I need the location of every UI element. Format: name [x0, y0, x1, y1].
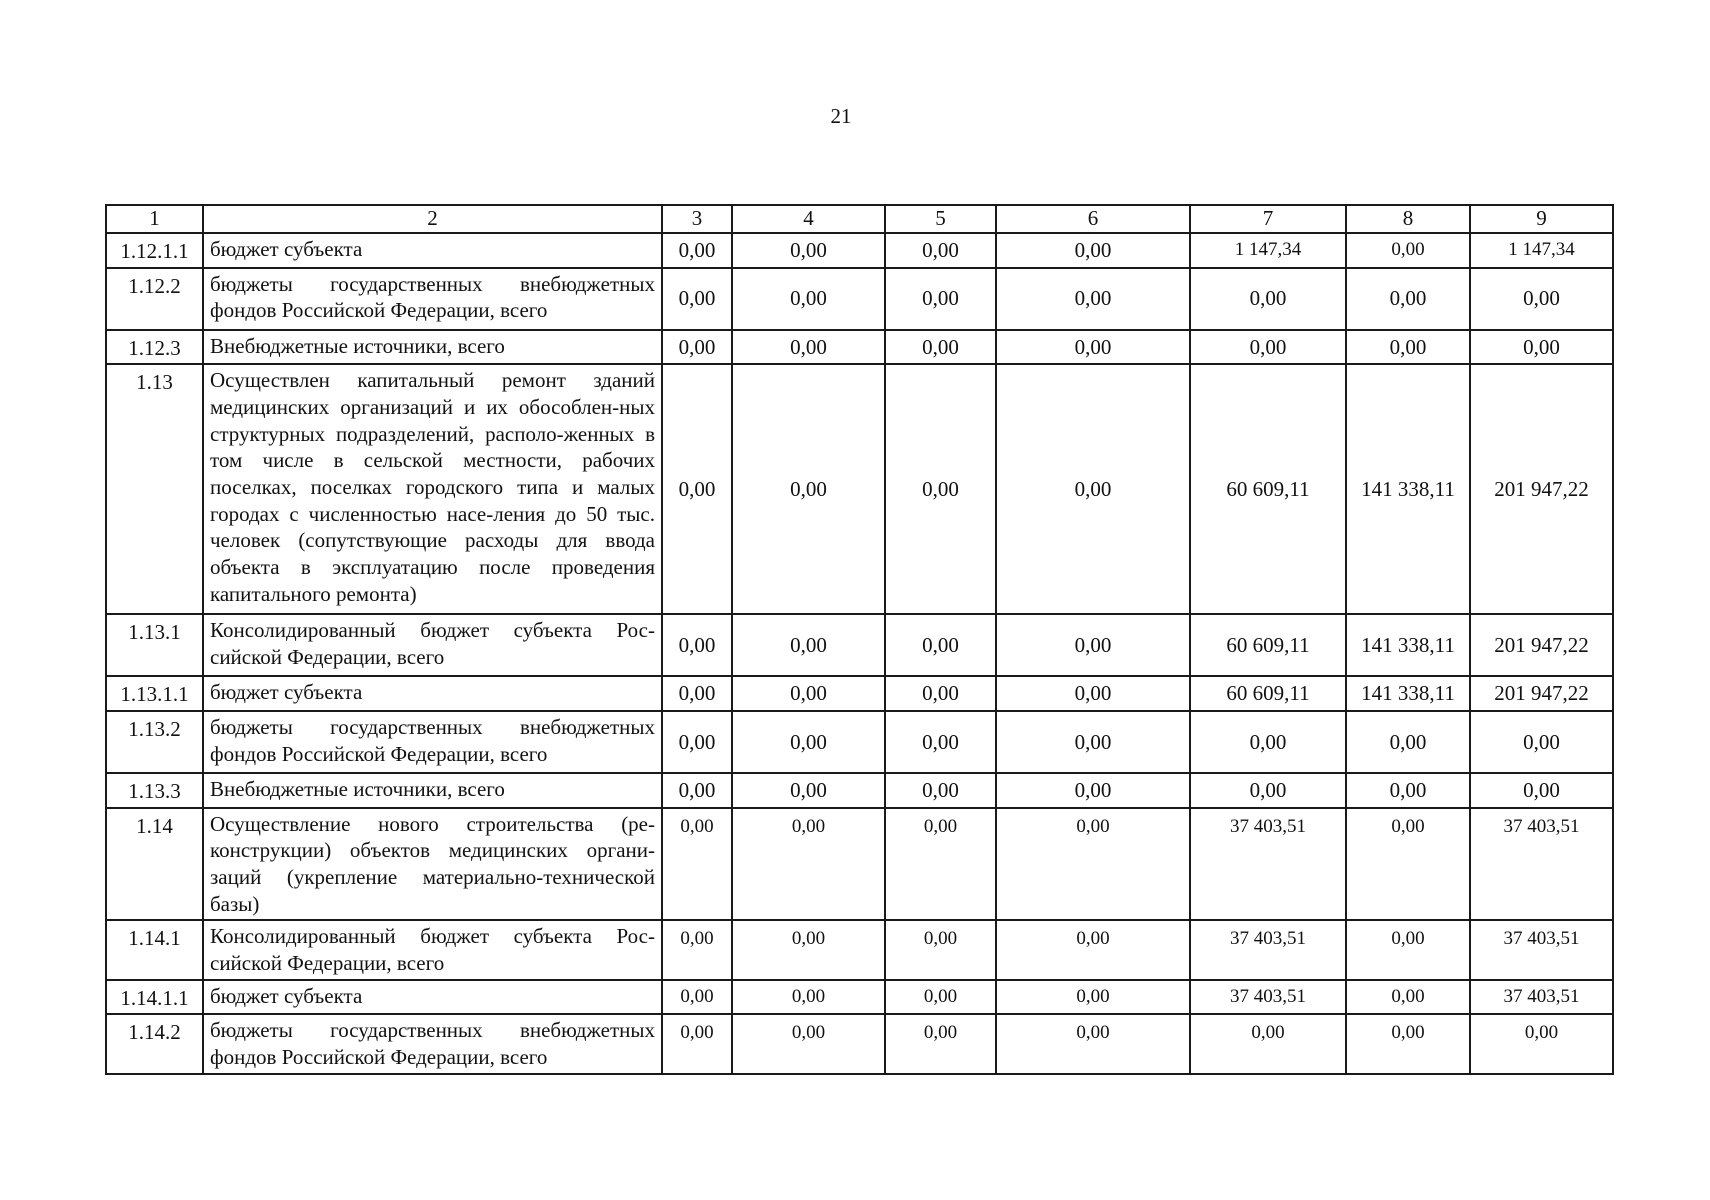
- budget-table: [105, 204, 1614, 1075]
- value-cell: 0,00: [885, 711, 996, 773]
- value-cell: 0,00: [732, 233, 885, 268]
- value-cell: 0,00: [996, 808, 1190, 921]
- value-cell: 0,00: [662, 920, 732, 979]
- value-cell: 0,00: [996, 233, 1190, 268]
- row-description: Консолидированный бюджет субъекта Рос-сийской Федерации, всего: [203, 614, 662, 676]
- table-row: [106, 711, 1613, 773]
- value-cell: 0,00: [1470, 268, 1613, 330]
- value-cell: 0,00: [732, 364, 885, 614]
- row-description: Осуществление нового строительства (ре-конструкции) объектов медицинских органи-заций (укрепление материально-технической базы): [203, 808, 662, 921]
- value-cell: 0,00: [885, 773, 996, 808]
- row-code: 1.12.2: [106, 268, 203, 330]
- value-cell: 0,00: [885, 614, 996, 676]
- value-cell: 0,00: [662, 364, 732, 614]
- value-cell: 0,00: [662, 268, 732, 330]
- value-cell: 0,00: [732, 773, 885, 808]
- value-cell: 0,00: [996, 330, 1190, 365]
- value-cell: 0,00: [662, 773, 732, 808]
- value-cell: 0,00: [732, 920, 885, 979]
- column-number: 5: [885, 205, 996, 233]
- table-row: [106, 330, 1613, 365]
- value-cell: 0,00: [1190, 711, 1346, 773]
- column-number: 9: [1470, 205, 1613, 233]
- value-cell: 0,00: [1470, 1014, 1613, 1073]
- row-description: бюджет субъекта: [203, 233, 662, 268]
- row-code: 1.13.3: [106, 773, 203, 808]
- value-cell: 0,00: [996, 711, 1190, 773]
- value-cell: 0,00: [1470, 773, 1613, 808]
- value-cell: 201 947,22: [1470, 676, 1613, 711]
- value-cell: 0,00: [1346, 920, 1470, 979]
- value-cell: 0,00: [662, 233, 732, 268]
- value-cell: 0,00: [732, 980, 885, 1015]
- value-cell: 37 403,51: [1470, 920, 1613, 979]
- value-cell: 141 338,11: [1346, 364, 1470, 614]
- value-cell: 0,00: [885, 980, 996, 1015]
- value-cell: 0,00: [662, 330, 732, 365]
- value-cell: 0,00: [1346, 980, 1470, 1015]
- value-cell: 201 947,22: [1470, 364, 1613, 614]
- row-code: 1.14.1.1: [106, 980, 203, 1015]
- value-cell: 0,00: [662, 808, 732, 921]
- column-number: 2: [203, 205, 662, 233]
- value-cell: 0,00: [1346, 773, 1470, 808]
- value-cell: 141 338,11: [1346, 614, 1470, 676]
- value-cell: 0,00: [732, 268, 885, 330]
- value-cell: 0,00: [996, 676, 1190, 711]
- value-cell: 0,00: [732, 330, 885, 365]
- table-row: [106, 773, 1613, 808]
- row-description: бюджеты государственных внебюджетных фондов Российской Федерации, всего: [203, 268, 662, 330]
- value-cell: 0,00: [662, 676, 732, 711]
- value-cell: 0,00: [662, 980, 732, 1015]
- row-code: 1.12.3: [106, 330, 203, 365]
- value-cell: 60 609,11: [1190, 364, 1346, 614]
- value-cell: 37 403,51: [1190, 920, 1346, 979]
- value-cell: 0,00: [885, 1014, 996, 1073]
- value-cell: 0,00: [996, 364, 1190, 614]
- value-cell: 37 403,51: [1190, 808, 1346, 921]
- value-cell: 60 609,11: [1190, 614, 1346, 676]
- value-cell: 0,00: [1346, 330, 1470, 365]
- row-description: Внебюджетные источники, всего: [203, 773, 662, 808]
- value-cell: 0,00: [996, 268, 1190, 330]
- row-description: бюджет субъекта: [203, 980, 662, 1015]
- value-cell: 37 403,51: [1190, 980, 1346, 1015]
- value-cell: 0,00: [996, 614, 1190, 676]
- table-row: [106, 920, 1613, 979]
- table-row: [106, 614, 1613, 676]
- value-cell: 0,00: [885, 330, 996, 365]
- column-number: 4: [732, 205, 885, 233]
- value-cell: 0,00: [1346, 233, 1470, 268]
- value-cell: 0,00: [885, 808, 996, 921]
- row-code: 1.13: [106, 364, 203, 614]
- column-number: 6: [996, 205, 1190, 233]
- value-cell: 1 147,34: [1190, 233, 1346, 268]
- value-cell: 0,00: [885, 364, 996, 614]
- value-cell: 0,00: [732, 808, 885, 921]
- value-cell: 201 947,22: [1470, 614, 1613, 676]
- value-cell: 0,00: [662, 1014, 732, 1073]
- row-description: бюджеты государственных внебюджетных фондов Российской Федерации, всего: [203, 711, 662, 773]
- column-number: 3: [662, 205, 732, 233]
- value-cell: 37 403,51: [1470, 980, 1613, 1015]
- page-number: 21: [830, 104, 852, 128]
- row-code: 1.13.2: [106, 711, 203, 773]
- value-cell: 0,00: [996, 1014, 1190, 1073]
- value-cell: 0,00: [732, 1014, 885, 1073]
- table-row: [106, 233, 1613, 268]
- value-cell: 0,00: [1470, 711, 1613, 773]
- table-row: [106, 364, 1613, 614]
- row-code: 1.14.2: [106, 1014, 203, 1073]
- row-description: бюджет субъекта: [203, 676, 662, 711]
- table-row: [106, 980, 1613, 1015]
- value-cell: 0,00: [996, 980, 1190, 1015]
- table-row: [106, 268, 1613, 330]
- value-cell: 0,00: [662, 711, 732, 773]
- value-cell: 0,00: [1346, 1014, 1470, 1073]
- table-row: [106, 1014, 1613, 1073]
- row-description: Внебюджетные источники, всего: [203, 330, 662, 365]
- value-cell: 0,00: [662, 614, 732, 676]
- value-cell: 0,00: [885, 920, 996, 979]
- value-cell: 0,00: [1190, 268, 1346, 330]
- value-cell: 0,00: [885, 233, 996, 268]
- table-row: [106, 676, 1613, 711]
- value-cell: 141 338,11: [1346, 676, 1470, 711]
- row-code: 1.14: [106, 808, 203, 921]
- column-number: 1: [106, 205, 203, 233]
- row-description: бюджеты государственных внебюджетных фондов Российской Федерации, всего: [203, 1014, 662, 1073]
- row-code: 1.13.1: [106, 614, 203, 676]
- row-code: 1.12.1.1: [106, 233, 203, 268]
- column-number: 7: [1190, 205, 1346, 233]
- value-cell: 0,00: [885, 676, 996, 711]
- value-cell: 0,00: [1190, 1014, 1346, 1073]
- value-cell: 0,00: [732, 711, 885, 773]
- value-cell: 0,00: [1190, 773, 1346, 808]
- table-row: [106, 808, 1613, 921]
- value-cell: 0,00: [1470, 330, 1613, 365]
- value-cell: 37 403,51: [1470, 808, 1613, 921]
- value-cell: 0,00: [885, 268, 996, 330]
- column-number: 8: [1346, 205, 1470, 233]
- row-description: Консолидированный бюджет субъекта Рос-сийской Федерации, всего: [203, 920, 662, 979]
- value-cell: 0,00: [996, 920, 1190, 979]
- value-cell: 0,00: [1346, 711, 1470, 773]
- row-description: Осуществлен капитальный ремонт зданий медицинских организаций и их обособлен-ных структурных подразделений, располо-женных в том числе в сельской местности, рабочих поселках, поселках городского типа и малых городах с численностью насе-ления до 50 тыс. человек (сопутствующие расходы для ввода объекта в эксплуатацию после проведения капитального ремонта): [203, 364, 662, 614]
- value-cell: 1 147,34: [1470, 233, 1613, 268]
- value-cell: 60 609,11: [1190, 676, 1346, 711]
- value-cell: 0,00: [1346, 808, 1470, 921]
- row-code: 1.13.1.1: [106, 676, 203, 711]
- row-code: 1.14.1: [106, 920, 203, 979]
- value-cell: 0,00: [732, 676, 885, 711]
- value-cell: 0,00: [1190, 330, 1346, 365]
- table-header-row: [106, 205, 1613, 233]
- value-cell: 0,00: [1346, 268, 1470, 330]
- value-cell: 0,00: [732, 614, 885, 676]
- value-cell: 0,00: [996, 773, 1190, 808]
